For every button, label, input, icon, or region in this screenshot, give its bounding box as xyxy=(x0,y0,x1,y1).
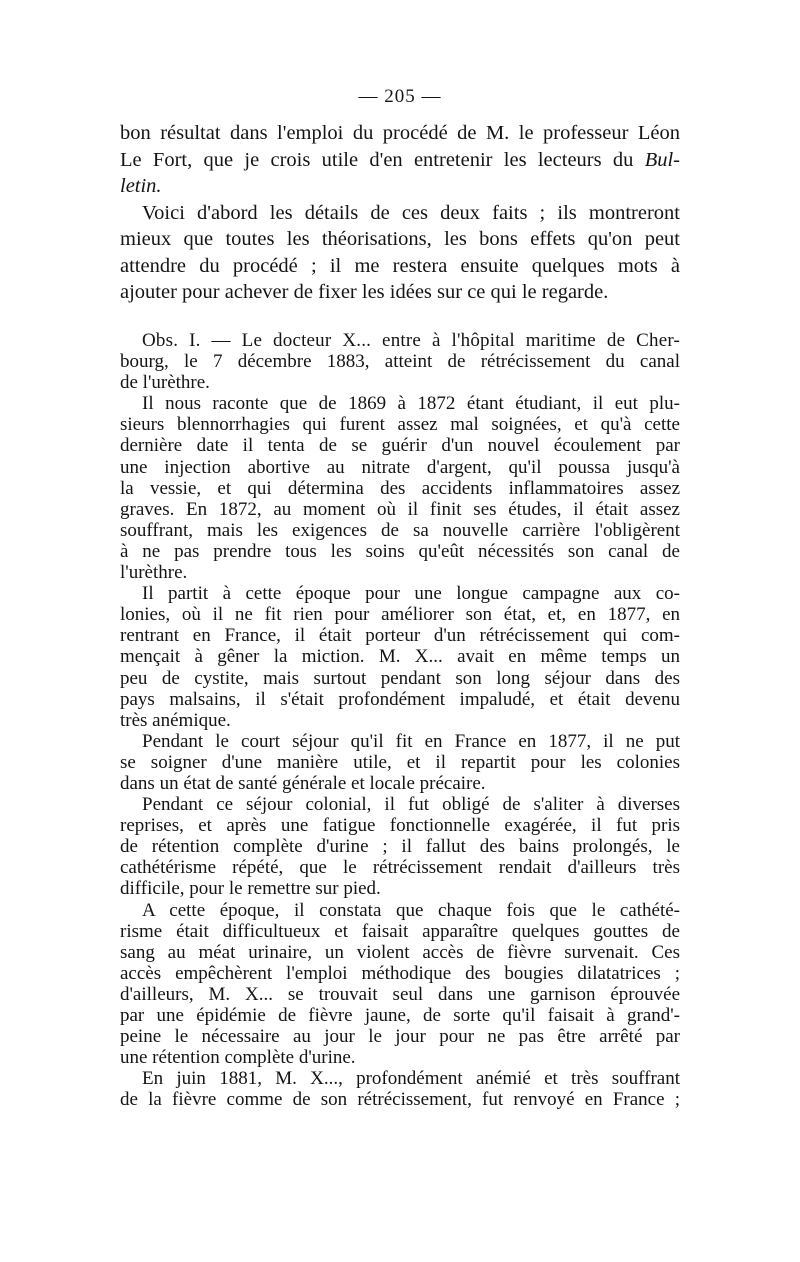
text-line: bourg, le 7 décembre 1883, atteint de rétrécissement du canal xyxy=(120,351,680,373)
text-line: la vessie, et qui détermina des accidents inflammatoires assez xyxy=(120,477,680,499)
text-line: pays malsains, il s'était profondément impaludé, et était devenu xyxy=(120,688,680,710)
text-line: Voici d'abord les détails de ces deux faits ; ils montreront xyxy=(142,201,680,224)
text-line: Il partit à cette époque pour une longue campagne aux co- xyxy=(142,583,680,605)
text-line: une rétention complète d'urine. xyxy=(120,1047,356,1069)
text-line: letin. xyxy=(120,175,162,197)
text-line: accès empêchèrent l'emploi méthodique des bougies dilatatrices ; xyxy=(120,962,680,984)
text-line: souffrant, mais les exigences de sa nouvelle carrière l'obligèrent xyxy=(120,519,680,541)
text-line: En juin 1881, M. X..., profondément anémié et très souffrant xyxy=(142,1068,680,1090)
text-line: bon résultat dans l'emploi du procédé de M. le professeur Léon xyxy=(120,122,680,144)
text-line: risme était difficultueux et faisait apparaître quelques gouttes de xyxy=(120,920,680,942)
text-line xyxy=(120,147,680,174)
text-line: de rétention complète d'urine ; il fallut des bains prolongés, le xyxy=(120,836,680,858)
text-line: une injection abortive au nitrate d'argent, qu'il poussa jusqu'à xyxy=(120,456,680,478)
text-line: sang au méat urinaire, un violent accès de fièvre survenait. Ces xyxy=(120,941,680,963)
text-line: graves. En 1872, au moment où il finit ses études, il était assez xyxy=(120,498,680,520)
text-line: Il nous raconte que de 1869 à 1872 étant étudiant, il eut plu- xyxy=(142,393,680,415)
text-line: rentrant en France, il était porteur d'un rétrécissement qui com- xyxy=(120,625,680,647)
text-line: de la fièvre comme de son rétrécissement, fut renvoyé en France ; xyxy=(120,1089,680,1111)
text-line: de l'urèthre. xyxy=(120,372,210,394)
text-line: mençait à gêner la miction. M. X... avait en même temps un xyxy=(120,646,680,668)
text-line: peu de cystite, mais surtout pendant son long séjour dans des xyxy=(120,667,680,689)
text-line: reprises, et après une fatigue fonctionnelle exagérée, il fut pris xyxy=(120,815,680,837)
text-line: A cette époque, il constata que chaque fois que le cathété- xyxy=(142,899,680,921)
page-number: — 205 — xyxy=(358,86,442,107)
text-line: Pendant le court séjour qu'il fit en France en 1877, il ne put xyxy=(142,730,680,752)
text-line: difficile, pour le remettre sur pied. xyxy=(120,878,381,900)
text-line: très anémique. xyxy=(120,709,231,731)
text-line: l'urèthre. xyxy=(120,562,188,584)
text-segment: — Le docteur X... entre à l'hôpital maritime de Cher- xyxy=(200,330,681,351)
text-line: attendre du procédé ; il me restera ensuite quelques mots à xyxy=(120,254,680,277)
italic-word: Bul- xyxy=(644,148,680,171)
intro-text xyxy=(120,120,680,306)
text-line: se soigner d'une manière utile, et il repartit pour les colonies xyxy=(120,751,680,773)
text-line: par une épidémie de fièvre jaune, de sorte qu'il faisait à grand'- xyxy=(120,1005,680,1026)
observation-heading: Obs. I. xyxy=(142,330,201,351)
observation-text xyxy=(120,330,680,1110)
text-line: dans un état de santé générale et locale précaire. xyxy=(120,772,486,794)
text-line: lonies, où il ne fit rien pour améliorer son état, et, en 1877, en xyxy=(120,604,680,626)
text-line: peine le nécessaire au jour le jour pour ne pas être arrêté par xyxy=(120,1026,680,1048)
text-line: mieux que toutes les théorisations, les bons effets qu'on peut xyxy=(120,228,680,250)
text-line: dernière date il tenta de se guérir d'un nouvel écoulement par xyxy=(120,435,680,457)
text-line: sieurs blennorrhagies qui furent assez mal soignées, et qu'à cette xyxy=(120,414,680,436)
text-line: à ne pas prendre tous les soins qu'eût nécessités son canal de xyxy=(120,540,680,562)
text-line: Pendant ce séjour colonial, il fut obligé de s'aliter à diverses xyxy=(142,794,680,816)
text-line: ajouter pour achever de fixer les idées sur ce qui le regarde. xyxy=(120,281,609,303)
text-segment: Le Fort, que je crois utile d'en entretenir les lecteurs du xyxy=(120,148,645,171)
text-line: d'ailleurs, M. X... se trouvait seul dans une garnison éprouvée xyxy=(120,983,680,1005)
text-line xyxy=(120,330,680,351)
text-line: cathétérisme répété, que le rétrécissement rendait d'ailleurs très xyxy=(120,857,680,879)
